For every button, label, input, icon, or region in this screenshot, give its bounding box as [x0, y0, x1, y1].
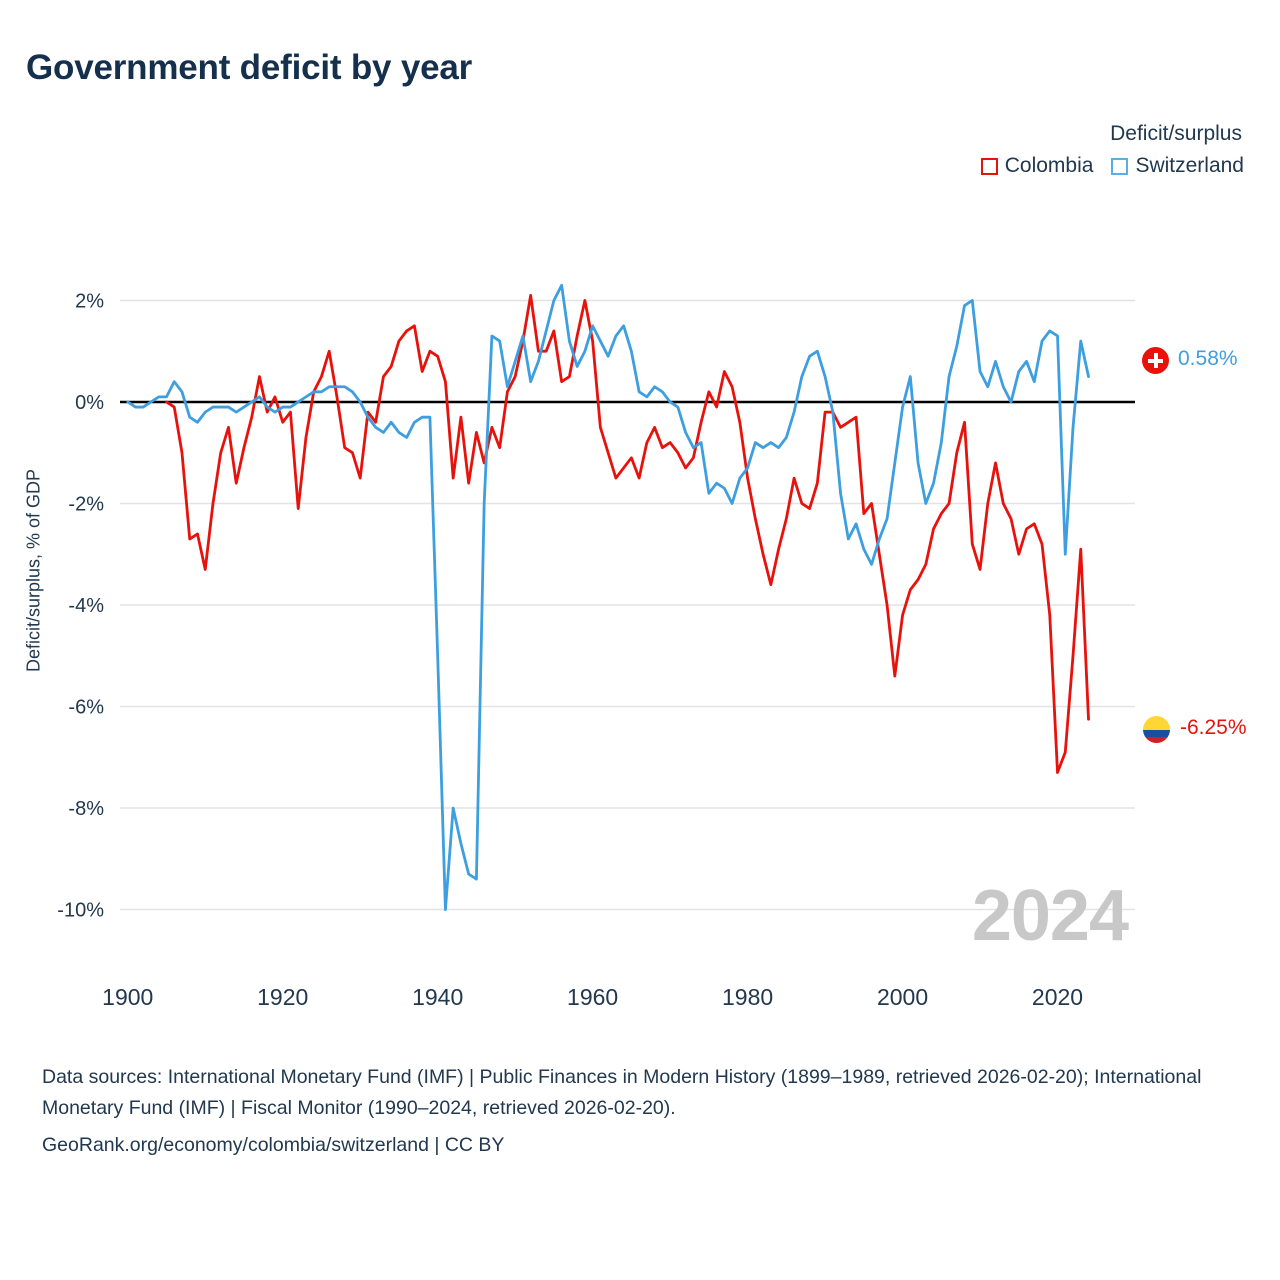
y-tick-label: -6% — [68, 696, 104, 719]
end-label-colombia: -6.25% — [1180, 716, 1247, 739]
legend-label-colombia: Colombia — [1004, 154, 1094, 177]
y-tick-label: -2% — [68, 493, 104, 516]
y-tick-label: -4% — [68, 595, 104, 617]
swiss-flag-icon — [1142, 347, 1169, 374]
footer-sources: Data sources: International Monetary Fund (IMF) | Public Finances in Modern History (1899–1989, retrieved 2026-02-20); International Monetary Fund (IMF) | Fiscal Monitor (1990–2024, retrieved 2026-02-20). — [42, 1066, 1202, 1119]
footer-link[interactable]: GeoRank.org/economy/colombia/switzerland | CC BY — [42, 1134, 505, 1156]
y-tick-label: 2% — [75, 290, 104, 313]
series-line-switzerland — [128, 285, 1089, 909]
y-tick-label: -10% — [57, 899, 104, 922]
footer — [42, 1062, 1247, 1161]
legend-label-switzerland: Switzerland — [1135, 154, 1244, 177]
end-label-switzerland: 0.58% — [1178, 347, 1238, 370]
page-title: Government deficit by year — [26, 48, 473, 87]
x-tick-label: 2000 — [876, 984, 929, 1010]
watermark-year: 2024 — [971, 876, 1128, 956]
y-tick-label: 0% — [75, 391, 104, 414]
x-tick-label: 1960 — [567, 984, 619, 1010]
x-tick-label: 1940 — [412, 984, 464, 1010]
x-tick-label: 1920 — [257, 984, 309, 1010]
legend-title: Deficit/surplus — [1110, 122, 1242, 145]
x-tick-label: 1980 — [722, 984, 774, 1010]
y-axis-title: Deficit/surplus, % of GDP — [23, 468, 44, 673]
x-tick-label: 1900 — [102, 984, 154, 1010]
y-tick-label: -8% — [68, 798, 104, 821]
x-tick-label: 2020 — [1031, 984, 1084, 1010]
colombia-flag-icon — [1143, 716, 1170, 743]
